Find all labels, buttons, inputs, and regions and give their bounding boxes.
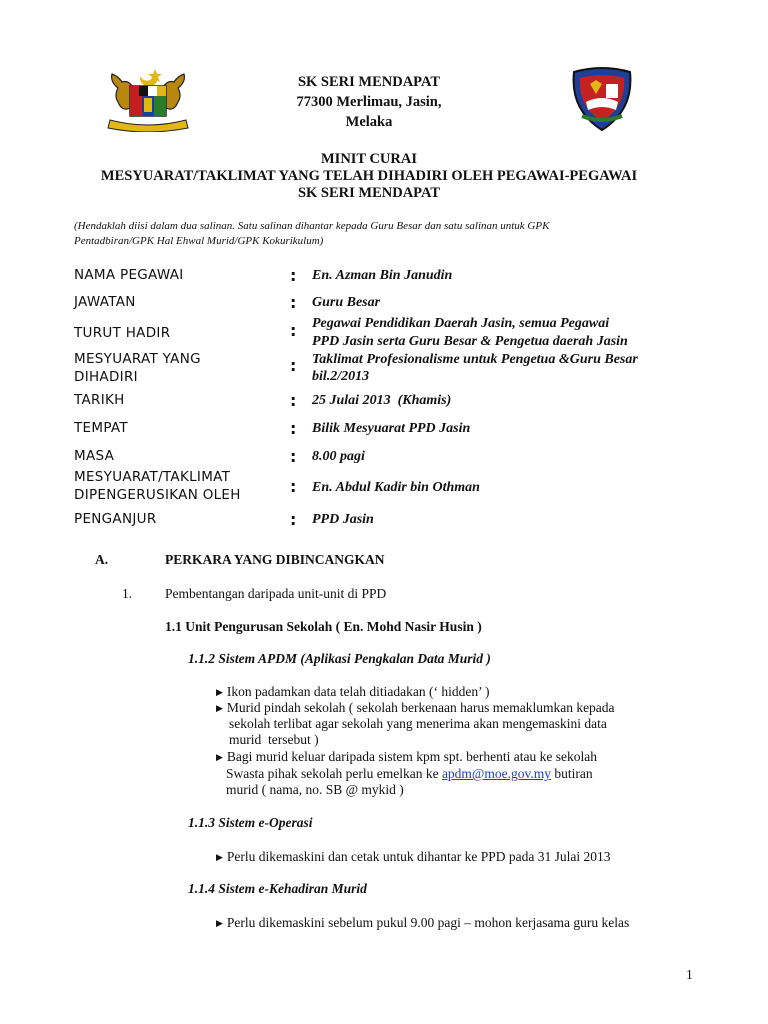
field-label-mesyuarat-dihadiri-line2: DIHADIRI [74,369,138,385]
doc-title: MINIT CURAI [320,151,417,167]
field-value-masa: 8.00 pagi [312,449,365,464]
item-number: 1. [122,586,133,601]
bullet-arrow-icon: ▶ [216,687,223,697]
list-item-continuation [226,765,593,783]
field-label-pengerusi-line2: DIPENGERUSIKAN OLEH [74,487,241,503]
subheading-sistem-apdm: 1.1.2 Sistem APDM (Aplikasi Pengkalan Data Murid ) [188,651,491,666]
page-number: 1 [686,967,693,982]
list-item-text: Swasta pihak sekolah perlu emelkan ke [226,766,439,781]
field-value-mesyuarat-dihadiri-line2: bil.2/2013 [312,369,370,384]
school-address-line2: Melaka [345,114,393,130]
field-value-tempat: Bilik Mesyuarat PPD Jasin [312,421,471,436]
bullet-arrow-icon: ▶ [216,852,223,862]
school-name: SK SERI MENDAPAT [297,74,441,90]
field-label-masa: MASA [74,448,115,464]
field-label-pengerusi-line1: MESYUARAT/TAKLIMAT [74,469,231,485]
field-colon: : [290,266,297,285]
list-item-continuation: murid ( nama, no. SB @ mykid ) [226,782,404,797]
bullet-arrow-icon: ▶ [216,918,223,928]
list-item-text: Bagi murid keluar daripada sistem kpm spt. berhenti atau ke sekolah [226,749,597,764]
list-item [216,848,610,868]
field-value-penganjur: PPD Jasin [312,512,374,527]
field-colon: : [290,447,297,466]
field-colon: : [290,419,297,438]
list-item-continuation: sekolah terlibat agar sekolah yang menerima akan mengemaskini data [229,716,607,731]
list-item-text: Perlu dikemaskini dan cetak untuk dihantar ke PPD pada 31 Julai 2013 [226,849,611,864]
field-colon: : [290,391,297,410]
school-crest-logo [568,66,636,134]
list-item-continuation: murid tersebut ) [229,732,319,747]
doc-subtitle: MESYUARAT/TAKLIMAT YANG TELAH DIHADIRI OLEH PEGAWAI-PEGAWAI [100,168,638,184]
subheading-sistem-e-operasi: 1.1.3 Sistem e-Operasi [188,815,313,830]
subheading-sistem-e-kehadiran: 1.1.4 Sistem e-Kehadiran Murid [188,881,367,896]
list-item-text: Murid pindah sekolah ( sekolah berkenaan harus memaklumkan kepada [226,700,615,715]
field-value-jawatan: Guru Besar [312,295,381,310]
field-label-turut-hadir: TURUT HADIR [74,325,171,341]
field-label-tempat: TEMPAT [74,420,128,436]
field-value-tarikh: 25 Julai 2013 (Khamis) [312,393,452,408]
doc-subtitle-school: SK SERI MENDAPAT [297,185,441,201]
field-colon: : [290,293,297,312]
field-label-penganjur: PENGANJUR [74,511,157,527]
field-label-jawatan: JAWATAN [74,294,136,310]
field-colon: : [290,321,297,340]
email-link[interactable]: apdm@moe.gov.my [441,766,551,781]
school-address-line1: 77300 Merlimau, Jasin, [296,94,442,110]
bullet-arrow-icon: ▶ [216,752,223,762]
list-item-text: Perlu dikemaskini sebelum pukul 9.00 pagi – mohon kerjasama guru kelas [226,915,630,930]
field-label-tarikh: TARIKH [74,392,125,408]
subheading-unit-pengurusan: 1.1 Unit Pengurusan Sekolah ( En. Mohd Nasir Husin ) [165,619,482,634]
list-item [216,914,629,934]
field-colon: : [290,477,297,496]
list-item-text: butiran [554,766,593,781]
field-value-turut-hadir-line1: Pegawai Pendidikan Daerah Jasin, semua Pegawai [312,316,610,331]
field-label-mesyuarat-dihadiri-line1: MESYUARAT YANG [74,351,201,367]
section-title: PERKARA YANG DIBINCANGKAN [165,552,385,567]
instruction-note-line2: Pentadbiran/GPK Hal Ehwal Murid/GPK Kokurikulum) [74,235,324,247]
field-value-pengerusi: En. Abdul Kadir bin Othman [312,480,480,495]
section-letter: A. [95,552,109,567]
bullet-arrow-icon: ▶ [216,703,223,713]
field-value-nama-pegawai: En. Azman Bin Janudin [312,268,453,283]
field-value-turut-hadir-line2: PPD Jasin serta Guru Besar & Pengetua daerah Jasin [312,334,628,349]
list-item-text: Ikon padamkan data telah ditiadakan (‘ hidden’ ) [226,684,490,699]
field-label-nama-pegawai: NAMA PEGAWAI [74,267,184,283]
field-value-mesyuarat-dihadiri-line1: Taklimat Profesionalisme untuk Pengetua &Guru Besar [312,352,638,367]
field-colon: : [290,510,297,529]
instruction-note-line1: (Hendaklah diisi dalam dua salinan. Satu salinan dihantar kepada Guru Besar dan satu salinan untuk GPK [74,220,550,232]
field-colon: : [290,356,297,375]
item-text: Pembentangan daripada unit-unit di PPD [165,586,387,601]
